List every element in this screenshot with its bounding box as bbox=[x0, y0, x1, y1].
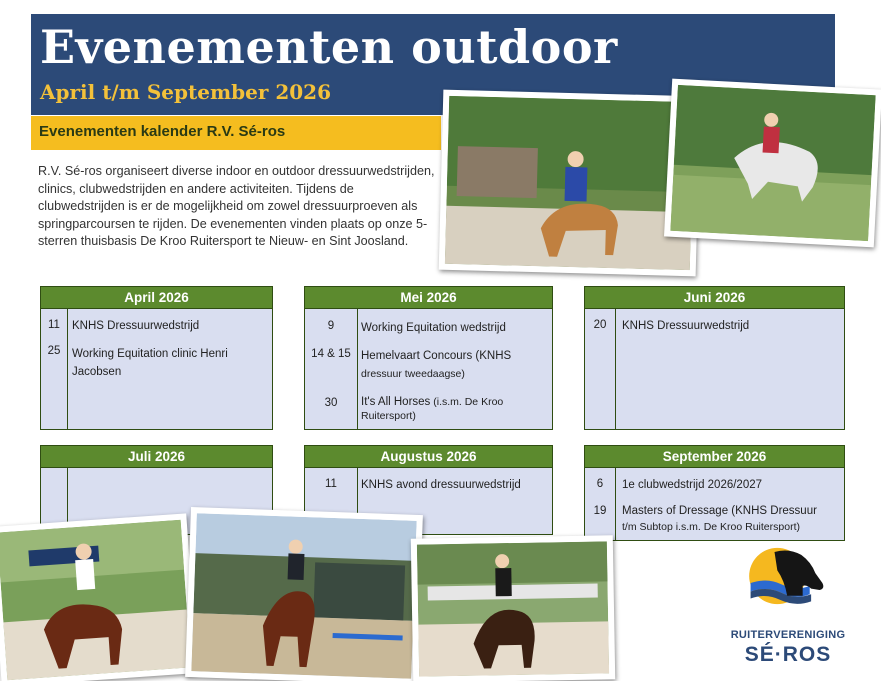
event-day: 6 bbox=[596, 478, 604, 490]
event-title: Working Equitation wedstrijd bbox=[361, 322, 506, 334]
photo-jumping-rider bbox=[664, 79, 881, 248]
event-day: 25 bbox=[47, 345, 61, 357]
event-day: 14 & 15 bbox=[311, 348, 351, 360]
logo-text-line1: RUITERVERENIGING bbox=[730, 629, 846, 641]
month-header: April 2026 bbox=[41, 287, 272, 309]
event-title: KNHS Dressuurwedstrijd bbox=[622, 320, 750, 332]
event-day: 11 bbox=[325, 478, 337, 490]
photo-rider-red-helmet bbox=[0, 513, 197, 681]
calendar-april bbox=[40, 286, 273, 430]
event-note: dressuur tweedaagse) bbox=[361, 368, 465, 380]
event-day: 30 bbox=[324, 397, 338, 409]
event-title: Masters of Dressage (KNHS Dressuur bbox=[622, 505, 817, 517]
event-day: 19 bbox=[593, 505, 607, 517]
event-title-main: It's All Horses bbox=[361, 396, 431, 408]
event-title: Hemelvaart Concours (KNHS bbox=[361, 350, 512, 362]
photo-dressage-arena bbox=[411, 535, 615, 681]
photo-show-jumping bbox=[185, 507, 423, 681]
event-title: KNHS avond dressuurwedstrijd bbox=[361, 479, 521, 491]
intro-paragraph: R.V. Sé-ros organiseert diverse indoor en outdoor dressuurwedstrijden, clinics, clubwedstrijden en andere activiteiten. Tijdens de clubwedstrijden is er de mogelijkheid om zowel dressuurproeven als springparcoursen te rijden. De evenementen vinden plaats op onze 5-sterren thuisbasis De Kroo Ruitersport te Nieuw- en Sint Joosland. bbox=[38, 164, 435, 249]
month-header: Mei 2026 bbox=[305, 287, 552, 309]
calendar-juni bbox=[584, 286, 845, 430]
horse-head-icon bbox=[728, 545, 852, 633]
event-title: Working Equitation clinic Henri Jacobsen bbox=[72, 348, 228, 378]
photo-dressage-rider bbox=[439, 90, 701, 277]
event-title: 1e clubwedstrijd 2026/2027 bbox=[622, 479, 763, 491]
month-header: Juni 2026 bbox=[585, 287, 844, 309]
logo-text-line2: SÉ·ROS bbox=[744, 643, 832, 666]
event-title bbox=[361, 395, 551, 423]
page-subtitle: April t/m September 2026 bbox=[40, 80, 332, 104]
page-title: Evenementen outdoor bbox=[40, 20, 618, 74]
month-header: September 2026 bbox=[585, 446, 844, 468]
month-header: Augustus 2026 bbox=[305, 446, 552, 468]
month-header: Juli 2026 bbox=[41, 446, 272, 468]
event-day: 11 bbox=[48, 319, 60, 331]
calendar-september bbox=[584, 445, 845, 541]
event-day: 20 bbox=[593, 319, 607, 331]
event-title: KNHS Dressuurwedstrijd bbox=[72, 320, 200, 332]
section-heading: Evenementen kalender R.V. Sé-ros bbox=[39, 123, 286, 140]
event-note: (i.s.m. De Kroo Ruitersport) bbox=[361, 396, 504, 422]
calendar-mei bbox=[304, 286, 553, 430]
event-day: 9 bbox=[327, 320, 335, 332]
event-note: t/m Subtop i.s.m. De Kroo Ruitersport) bbox=[622, 521, 800, 533]
